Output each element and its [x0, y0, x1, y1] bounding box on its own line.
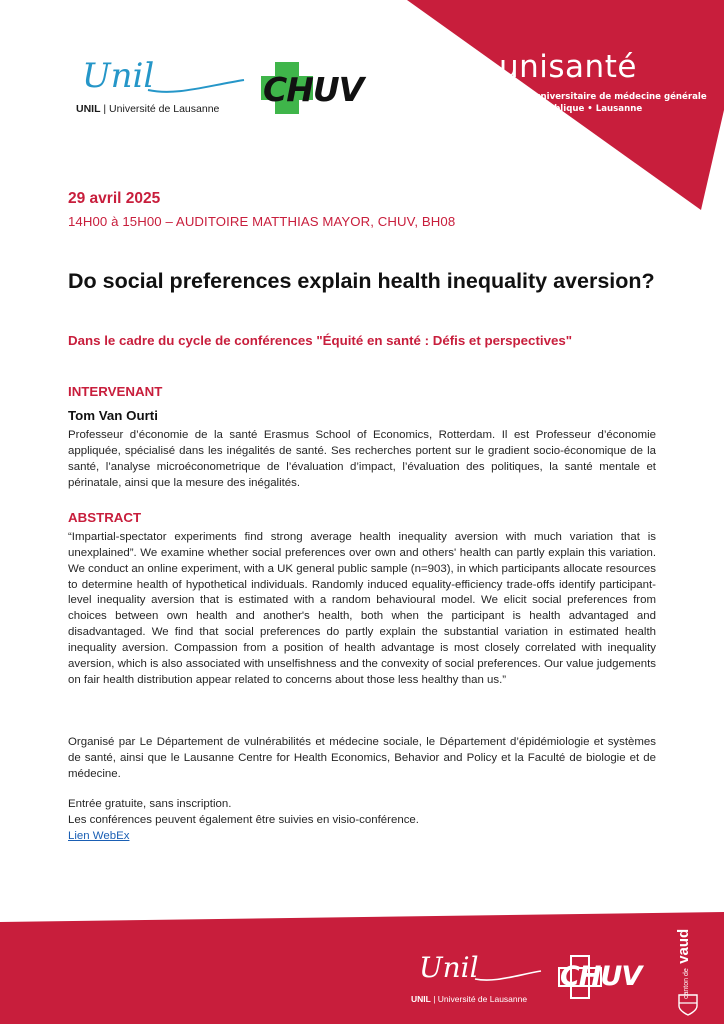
- footer-unil-logo: [411, 951, 551, 1007]
- conference-series-subtitle: Dans le cadre du cycle de conférences "Équité en santé : Défis et perspectives": [68, 333, 573, 348]
- abstract-text: “Impartial-spectator experiments find strong average health inequality aversion with much variation that is unexplained”. We examine whether social preferences over own and others' health can partly explain this variation. We conduct an online experiment, with a UK general public sample (n=903), in which participants allocate resources to determine health of hypothetical individuals. Randomly induced equality-efficiency trade-offs identify participant-level inequality aversion that is estimated with a random behavioural model. We elicit social preferences from choices between own health and another's health, both when the participant is health advantaged and disadvantaged. We find that social preferences do partly explain the substantial variation in estimated health inequality aversion. Compassion from a position of health advantage is most closely correlated with inequality aversion, which is also associated with unselfishness and the convexity of social preferences. Our value judgements on fair health distribution appear related to concerns about those less healthy than us.”: [68, 531, 656, 686]
- footer-unil-swoosh-icon: [473, 969, 543, 983]
- footer-unil-script-wordmark: Unil: [419, 951, 479, 984]
- unisante-subtitle-line1: Centre universitaire de médecine générale: [499, 92, 707, 102]
- unil-logo: [76, 56, 256, 118]
- canton-vaud-logo: [668, 930, 708, 1016]
- speaker-heading: INTERVENANT: [68, 384, 163, 399]
- webex-link[interactable]: Lien WebEx: [68, 829, 130, 842]
- footer-unil-name-rest: | Université de Lausanne: [430, 994, 528, 1004]
- canton-big: vaud: [675, 928, 692, 964]
- unisante-subtitle: [499, 92, 707, 115]
- info-free-entry: Entrée gratuite, sans inscription.: [68, 798, 232, 810]
- event-time-place: 14H00 à 15H00 – AUDITOIRE MATTHIAS MAYOR, CHUV, BH08: [68, 214, 456, 229]
- event-date: 29 avril 2025: [68, 190, 161, 207]
- footer-unil-name-bold: UNIL: [411, 994, 431, 1004]
- unil-name-bold: UNIL: [76, 103, 101, 115]
- unil-swoosh-icon: [146, 76, 246, 96]
- unil-name-rest: | Université de Lausanne: [100, 103, 220, 115]
- unisante-subtitle-line2: et santé publique • Lausanne: [499, 103, 643, 114]
- page-title: Do social preferences explain health inequality aversion?: [68, 269, 655, 293]
- footer-unil-name: [411, 994, 527, 1004]
- abstract-heading: ABSTRACT: [68, 510, 142, 525]
- speaker-name: Tom Van Ourti: [68, 408, 158, 423]
- unisante-wordmark: unisanté: [499, 49, 637, 85]
- speaker-bio: Professeur d’économie de la santé Erasmus School of Economics, Rotterdam. Il est Professeur d’économie appliquée, spécialisé dans les inégalités de santé. Ses recherches portent sur le gradient socio-économique de la santé, l’analyse microéconometrique de l’évaluation d’impact, l’évaluation des politiques, la santé mentale et périnatale, ainsi que la mesure des inégalités.: [68, 429, 656, 489]
- info-visio: Les conférences peuvent également être suivies en visio-conférence.: [68, 813, 419, 826]
- canton-vaud-text: [675, 923, 693, 999]
- canton-small: canton de: [683, 968, 690, 999]
- info-block: [68, 797, 656, 845]
- unil-script-wordmark: Unil: [82, 56, 155, 96]
- organisers-text: Organisé par Le Département de vulnérabilités et médecine sociale, le Département d’épidémiologie et systèmes de santé, ainsi que le Lausanne Centre for Health Economics, Behavior and Policy et la Faculté de biologie et de médecine.: [68, 736, 656, 780]
- footer-chuv-logo: [558, 955, 644, 999]
- chuv-wordmark: CHUV: [263, 70, 364, 109]
- unil-name: [76, 103, 219, 115]
- chuv-logo: [261, 62, 369, 114]
- vaud-shield-icon: [678, 994, 698, 1016]
- footer-chuv-wordmark: CHUV: [560, 961, 642, 992]
